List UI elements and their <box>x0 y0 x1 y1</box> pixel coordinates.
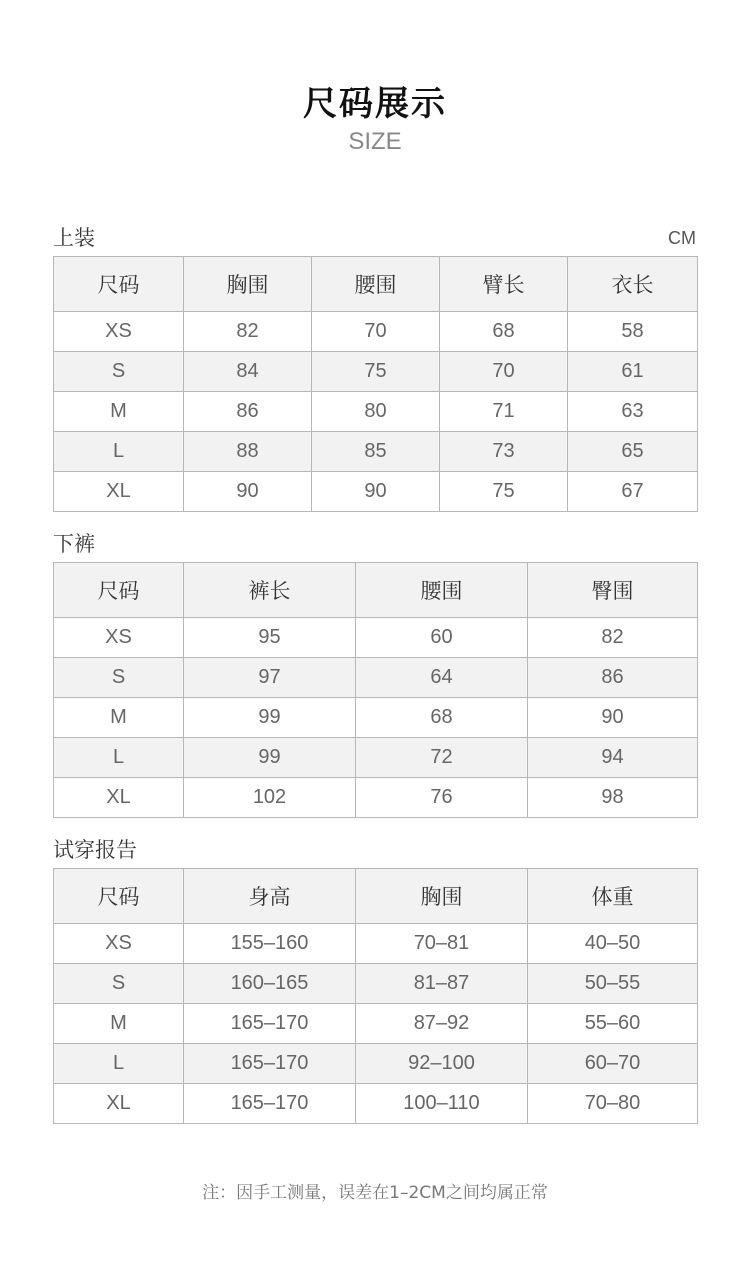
table-cell: 98 <box>528 778 698 818</box>
table-cell: 160–165 <box>184 964 356 1004</box>
tops-size-table <box>53 256 698 512</box>
table-cell: S <box>54 658 184 698</box>
table-cell: 70–81 <box>356 924 528 964</box>
table-cell: XL <box>54 1084 184 1124</box>
table-cell: L <box>54 432 184 472</box>
table-cell: S <box>54 964 184 1004</box>
table-cell: L <box>54 738 184 778</box>
table-cell: 58 <box>568 312 698 352</box>
table-cell: XS <box>54 924 184 964</box>
table-cell: 70 <box>440 352 568 392</box>
section-label-pants: 下裤 <box>53 532 95 556</box>
table-cell: 102 <box>184 778 356 818</box>
table-cell: 68 <box>356 698 528 738</box>
table-cell: 64 <box>356 658 528 698</box>
table-cell: 87–92 <box>356 1004 528 1044</box>
table-cell: 165–170 <box>184 1084 356 1124</box>
table-cell: XL <box>54 472 184 512</box>
table-cell: M <box>54 698 184 738</box>
table-cell: 76 <box>356 778 528 818</box>
table-row <box>54 698 698 738</box>
column-header: 腰围 <box>312 257 440 312</box>
table-cell: 100–110 <box>356 1084 528 1124</box>
pants-size-table <box>53 562 698 818</box>
table-cell: 55–60 <box>528 1004 698 1044</box>
table-cell: 82 <box>528 618 698 658</box>
table-cell: 60–70 <box>528 1044 698 1084</box>
table-cell: 92–100 <box>356 1044 528 1084</box>
table-row <box>54 658 698 698</box>
table-cell: 90 <box>184 472 312 512</box>
table-cell: 65 <box>568 432 698 472</box>
table-cell: 68 <box>440 312 568 352</box>
table-cell: 97 <box>184 658 356 698</box>
table-cell: 72 <box>356 738 528 778</box>
table-cell: 81–87 <box>356 964 528 1004</box>
table-cell: 86 <box>528 658 698 698</box>
table-row <box>54 432 698 472</box>
table-cell: 85 <box>312 432 440 472</box>
page-title: 尺码展示 <box>303 84 447 124</box>
table-cell: L <box>54 1044 184 1084</box>
column-header: 尺码 <box>54 563 184 618</box>
table-cell: 99 <box>184 698 356 738</box>
column-header: 尺码 <box>54 257 184 312</box>
table-cell: 94 <box>528 738 698 778</box>
table-cell: XS <box>54 618 184 658</box>
column-header: 衣长 <box>568 257 698 312</box>
table-cell: M <box>54 392 184 432</box>
table-cell: 70–80 <box>528 1084 698 1124</box>
column-header: 裤长 <box>184 563 356 618</box>
table-cell: 95 <box>184 618 356 658</box>
table-row <box>54 392 698 432</box>
table-cell: 71 <box>440 392 568 432</box>
table-cell: 88 <box>184 432 312 472</box>
table-cell: 50–55 <box>528 964 698 1004</box>
table-cell: 84 <box>184 352 312 392</box>
table-cell: 82 <box>184 312 312 352</box>
column-header: 身高 <box>184 869 356 924</box>
table-row <box>54 964 698 1004</box>
table-row <box>54 352 698 392</box>
table-cell: 40–50 <box>528 924 698 964</box>
table-cell: 165–170 <box>184 1044 356 1084</box>
table-header-row <box>54 563 698 618</box>
column-header: 腰围 <box>356 563 528 618</box>
table-row <box>54 312 698 352</box>
column-header: 臂长 <box>440 257 568 312</box>
table-row <box>54 924 698 964</box>
table-cell: 70 <box>312 312 440 352</box>
table-row <box>54 778 698 818</box>
table-row <box>54 1084 698 1124</box>
table-cell: 86 <box>184 392 312 432</box>
section-label-fitting: 试穿报告 <box>53 838 137 862</box>
table-row <box>54 472 698 512</box>
table-cell: 90 <box>312 472 440 512</box>
table-cell: 80 <box>312 392 440 432</box>
table-cell: 73 <box>440 432 568 472</box>
table-header-row <box>54 257 698 312</box>
table-row <box>54 738 698 778</box>
table-cell: 165–170 <box>184 1004 356 1044</box>
table-cell: S <box>54 352 184 392</box>
fitting-report-table <box>53 868 698 1124</box>
table-cell: 75 <box>440 472 568 512</box>
table-header-row <box>54 869 698 924</box>
table-cell: 67 <box>568 472 698 512</box>
column-header: 胸围 <box>356 869 528 924</box>
column-header: 臀围 <box>528 563 698 618</box>
column-header: 体重 <box>528 869 698 924</box>
table-cell: XL <box>54 778 184 818</box>
table-row <box>54 1004 698 1044</box>
measurement-note: 注：因手工测量，误差在1–2CM之间均属正常 <box>202 1183 548 1203</box>
column-header: 尺码 <box>54 869 184 924</box>
page-subtitle: SIZE <box>348 128 402 155</box>
table-row <box>54 1044 698 1084</box>
unit-label: CM <box>668 228 696 248</box>
table-cell: 99 <box>184 738 356 778</box>
table-cell: 63 <box>568 392 698 432</box>
table-cell: XS <box>54 312 184 352</box>
table-cell: 75 <box>312 352 440 392</box>
column-header: 胸围 <box>184 257 312 312</box>
table-cell: 155–160 <box>184 924 356 964</box>
table-cell: 60 <box>356 618 528 658</box>
table-cell: 90 <box>528 698 698 738</box>
table-cell: 61 <box>568 352 698 392</box>
section-label-tops: 上装 <box>53 226 95 250</box>
table-cell: M <box>54 1004 184 1044</box>
table-row <box>54 618 698 658</box>
